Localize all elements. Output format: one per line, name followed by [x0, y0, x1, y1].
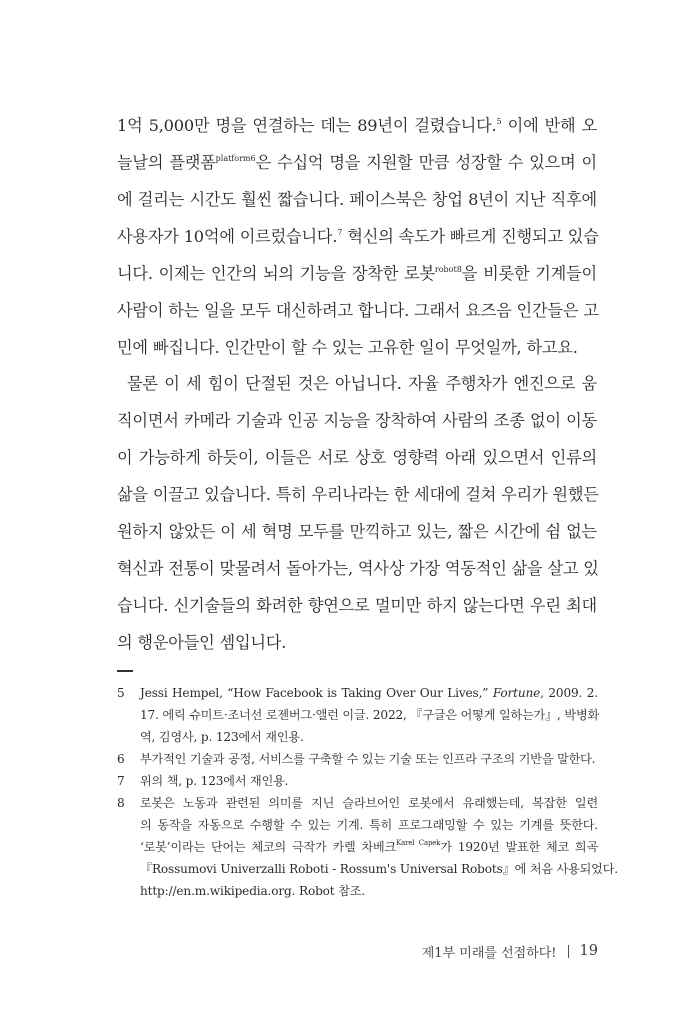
footnote-line: 의 동작을 자동으로 수행할 수 있는 기계. 특히 프로그래밍할 수 있는 기계를 뜻한다.	[140, 818, 598, 832]
text-line: 혁신과 전통이 맞물려서 돌아가는, 역사상 가장 역동적인 삶을 살고 있	[117, 559, 599, 578]
footnote-line: Jessi Hempel, “How Facebook is Taking Over Our Lives,” Fortune, 2009. 2.	[140, 686, 598, 700]
footnote-divider	[117, 670, 133, 672]
paragraph-1	[117, 107, 597, 366]
footnote-ref-7: 7	[337, 228, 343, 237]
text-line: 습니다. 신기술들의 화려한 향연으로 멀미만 하지 않는다면 우린 최대	[117, 596, 597, 615]
footnote-number: 7	[117, 774, 125, 788]
journal-title: Fortune	[492, 686, 541, 700]
text-line: 늘날의 플랫폼$^{platform6}$은 수십억 명을 지원할 만큼 성장할 수 있으며 이	[117, 153, 597, 172]
footnote-ref-8: 8	[456, 265, 462, 274]
page-footer	[416, 940, 598, 962]
text-line: 에 걸리는 시간도 훨씬 짧습니다. 페이스북은 창업 8년이 지난 직후에	[117, 190, 597, 209]
footnote-number: 5	[117, 686, 125, 700]
footnote-line: ‘로봇’이라는 단어는 체코의 극작가 카렐 차베크$^{Karel Capek}$가 1920년 발표한 체코 희곡	[140, 839, 599, 854]
footnote-line: 17. 에릭 슈미트·조너선 로젠버그·앨런 이글. 2022, 『구글은 어떻게 일하는가』, 박병화	[140, 708, 600, 722]
footnote-8	[117, 792, 618, 902]
footnote-5	[117, 682, 598, 748]
gloss-robot: robot	[434, 265, 457, 274]
text-line: 사람이 하는 일을 모두 대신하려고 합니다. 그래서 요즈음 인간들은 고	[117, 301, 599, 320]
running-title: 제1부 미래를 선점하다!	[421, 945, 557, 961]
footnote-number: 8	[117, 796, 125, 810]
footnote-ref-6: 6	[250, 154, 256, 163]
footer-divider	[568, 945, 569, 958]
gloss-karel-capek: Karel Capek	[396, 839, 441, 847]
page-number: 19	[579, 943, 598, 959]
text-line: 삶을 이끌고 있습니다. 특히 우리나라는 한 세대에 걸쳐 우리가 원했든	[117, 485, 599, 504]
text-line: 의 행운아들인 셈입니다.	[117, 633, 287, 652]
footnote-6	[117, 748, 598, 770]
footnote-line: 역, 김영사, p. 123에서 재인용.	[140, 730, 304, 744]
gloss-platform: platform	[215, 154, 251, 163]
footnote-line: 위의 책, p. 123에서 재인용.	[140, 774, 289, 788]
footnote-line: 부가적인 기술과 공정, 서비스를 구축할 수 있는 기술 또는 인프라 구조의 기반을 말한다.	[140, 752, 596, 766]
text-line: 원하지 않았든 이 세 혁명 모두를 만끽하고 있는, 짧은 시간에 쉼 없는	[117, 522, 597, 541]
footnote-line: 『Rossumovi Univerzalli Roboti - Rossum's Universal Robots』에 처음 사용되었다.	[140, 862, 618, 876]
footnote-7	[117, 770, 598, 792]
text-line: 직이면서 카메라 기술과 인공 지능을 장착하여 사람의 조종 없이 이동	[117, 411, 597, 430]
text-line: 사용자가 10억에 이르렀습니다.$^7$ 혁신의 속도가 빠르게 진행되고 있습	[117, 227, 599, 246]
paragraph-2	[117, 365, 597, 661]
text-line: 민에 빠집니다. 인간만이 할 수 있는 고유한 일이 무엇일까, 하고요.	[117, 338, 578, 357]
footnotes	[117, 682, 618, 902]
text-line: 물론 이 세 힘이 단절된 것은 아닙니다. 자율 주행차가 엔진으로 움	[127, 374, 597, 393]
footnote-ref-5: 5	[496, 117, 502, 126]
text-line: 이 가능하게 하듯이, 이들은 서로 상호 영향력 아래 있으면서 인류의	[117, 448, 597, 467]
footnote-line: http://en.m.wikipedia.org. Robot 참조.	[140, 884, 365, 898]
text-line: 니다. 이제는 인간의 뇌의 기능을 장착한 로봇$^{robot8}$을 비롯한 기계들이	[117, 264, 597, 283]
text-line: 1억 5,000만 명을 연결하는 데는 89년이 걸렸습니다.$^5$ 이에 반해 오	[117, 116, 597, 135]
footnote-line: 로봇은 노동과 관련된 의미를 지닌 슬라브어인 로봇에서 유래했는데, 복잡한 일련	[140, 796, 598, 810]
footnote-number: 6	[117, 752, 125, 766]
